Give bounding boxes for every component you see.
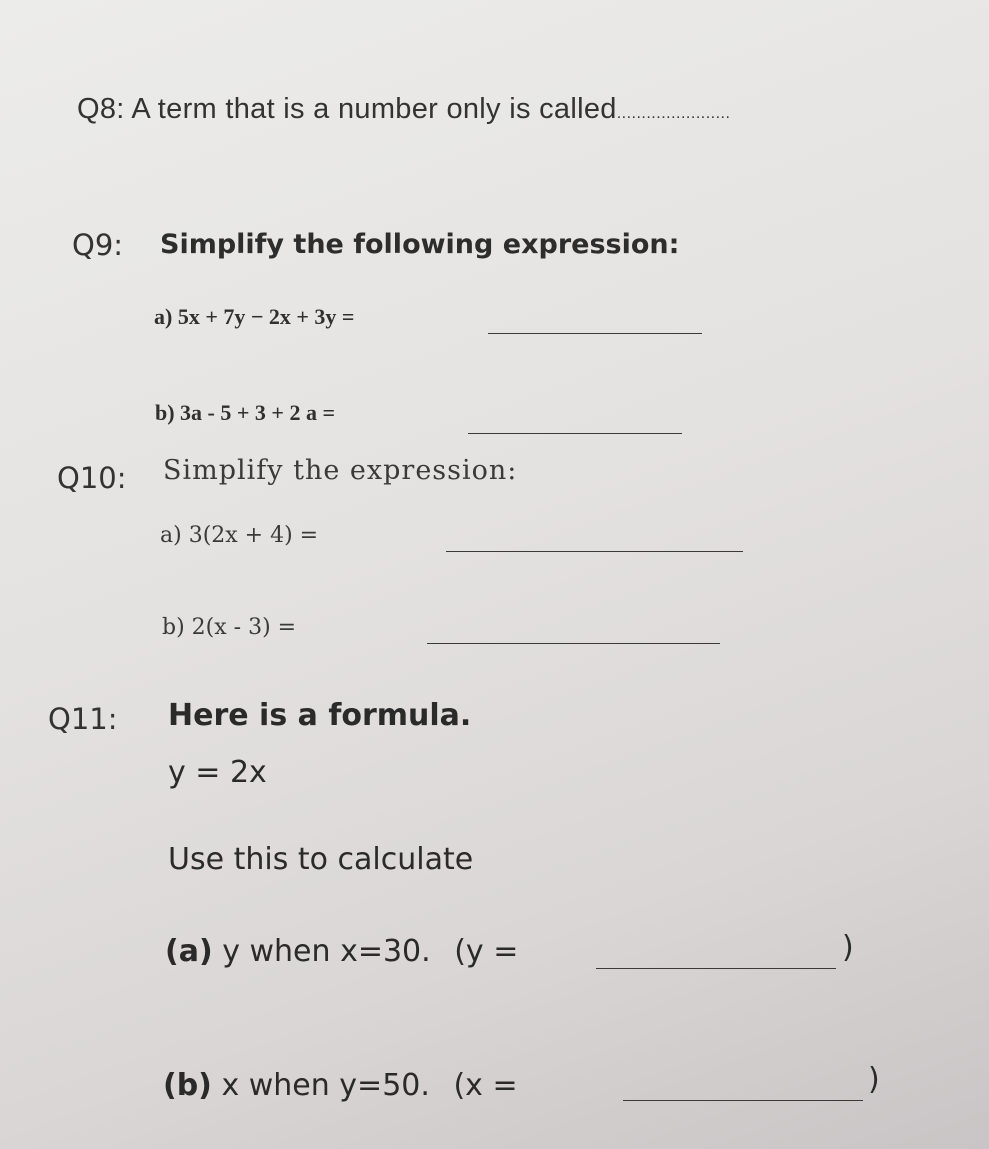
question-8 [77,93,730,126]
q8-answer-dots[interactable]: ....................... [616,105,731,122]
q11-part-b-close: ) [868,1062,880,1097]
q11-part-b-prefix: (b) [163,1068,212,1103]
q10-part-a-answer-line[interactable] [446,526,743,552]
q11-part-a-answer-line[interactable] [596,940,836,969]
q9-part-b-text: b) 3a - 5 + 3 + 2 a = [155,400,335,425]
q10-label: Q10: [57,461,127,495]
q11-instruction: Use this to calculate [168,842,474,877]
q8-text: Q8: A term that is a number only is called [77,93,617,125]
q10-part-b-text: b) 2(x - 3) = [162,615,297,640]
q9-part-a [154,304,354,330]
q11-part-b-text: x when y=50. [221,1068,430,1103]
q11-part-a-close: ) [842,930,854,965]
q9-label: Q9: [72,228,124,262]
q11-label: Q11: [48,702,118,736]
q10-part-b-answer-line[interactable] [427,618,720,644]
q9-title: Simplify the following expression: [160,229,680,260]
q11-part-a-text: y when x=30. [222,934,431,969]
q11-part-b [163,1068,518,1103]
q11-part-a [165,934,518,969]
q10-part-b [162,615,296,640]
q9-part-b-answer-line[interactable] [468,410,682,434]
q10-title: Simplify the expression: [163,455,518,486]
q9-part-a-text: a) 5x + 7y − 2x + 3y = [154,304,355,329]
q11-part-b-paren: (x = [453,1068,518,1103]
q11-part-a-paren: (y = [454,934,519,969]
q11-formula: y = 2x [168,755,267,790]
q11-title: Here is a formula. [168,698,472,733]
q10-part-a [160,523,318,548]
q9-part-b [155,400,335,426]
q11-part-b-answer-line[interactable] [623,1072,863,1101]
q10-part-a-text: a) 3(2x + 4) = [160,523,319,548]
q11-part-a-prefix: (a) [165,934,213,969]
q9-part-a-answer-line[interactable] [488,310,702,334]
